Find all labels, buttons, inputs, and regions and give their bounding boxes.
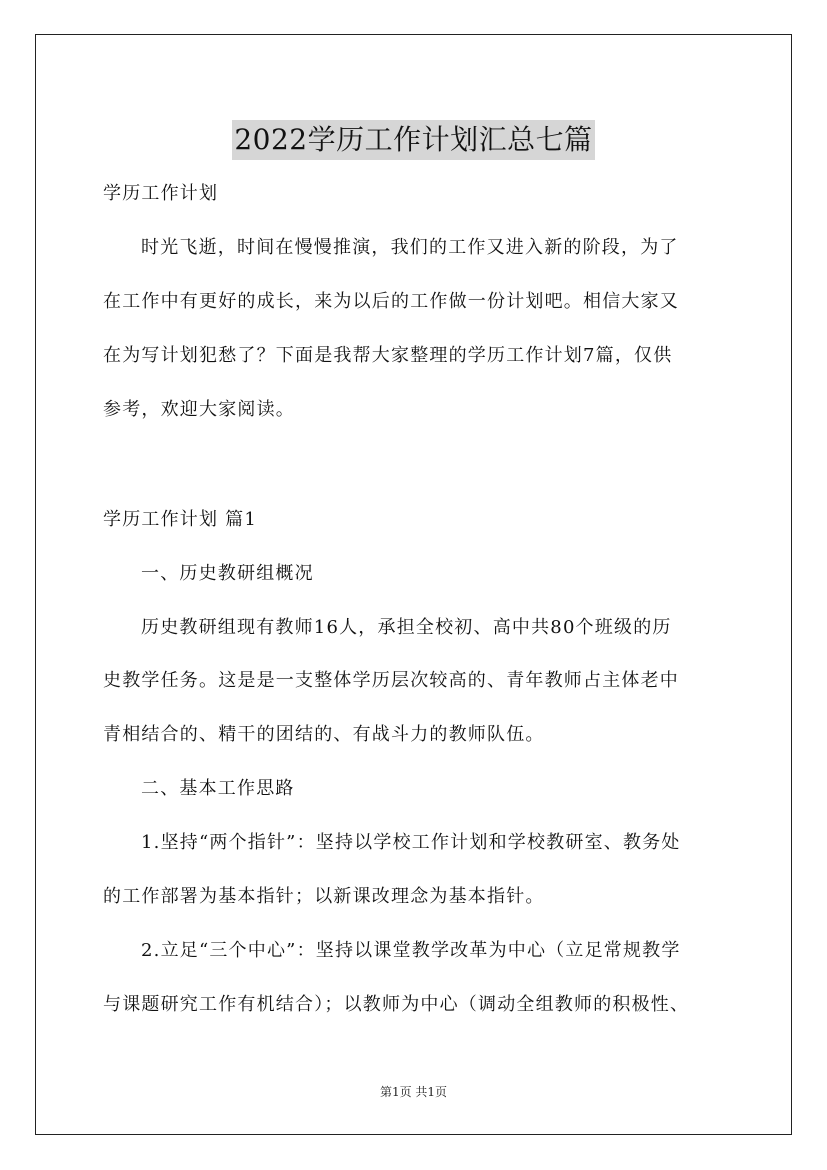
subsection-heading: 一、历史教研组概况 — [141, 563, 314, 584]
page-footer: 第1页 共1页 — [379, 1085, 448, 1099]
paragraph-line: 参考，欢迎大家阅读。 — [103, 399, 295, 420]
paragraph-line: 与课题研究工作有机结合）；以教师为中心（调动全组教师的积极性、 — [103, 994, 690, 1015]
paragraph-line: 的工作部署为基本指针；以新课改理念为基本指针。 — [103, 886, 545, 907]
paragraph-line: 在工作中有更好的成长，来为以后的工作做一份计划吧。相信大家又 — [103, 291, 679, 312]
paragraph-line: 史教学任务。这是是一支整体学历层次较高的、青年教师占主体老中 — [103, 670, 679, 691]
paragraph-line: 历史教研组现有教师16人，承担全校初、高中共80个班级的历 — [141, 617, 672, 638]
paragraph-line: 1.坚持“两个指针”：坚持以学校工作计划和学校教研室、教务处 — [141, 832, 681, 853]
section-heading: 学历工作计划 — [103, 183, 219, 204]
paragraph-line: 在为写计划犯愁了？下面是我帮大家整理的学历工作计划7篇，仅供 — [103, 345, 673, 366]
paragraph-line: 时光飞逝，时间在慢慢推演，我们的工作又进入新的阶段，为了 — [141, 237, 679, 258]
title-container — [0, 101, 827, 179]
paragraph-line: 2.立足“三个中心”：坚持以课堂教学改革为中心（立足常规教学 — [141, 940, 681, 961]
subsection-heading: 二、基本工作思路 — [141, 778, 295, 799]
document-title: 2022学历工作计划汇总七篇 — [232, 120, 594, 160]
paragraph-line: 青相结合的、精干的团结的、有战斗力的教师队伍。 — [103, 724, 545, 745]
section-heading: 学历工作计划 篇1 — [103, 509, 257, 530]
